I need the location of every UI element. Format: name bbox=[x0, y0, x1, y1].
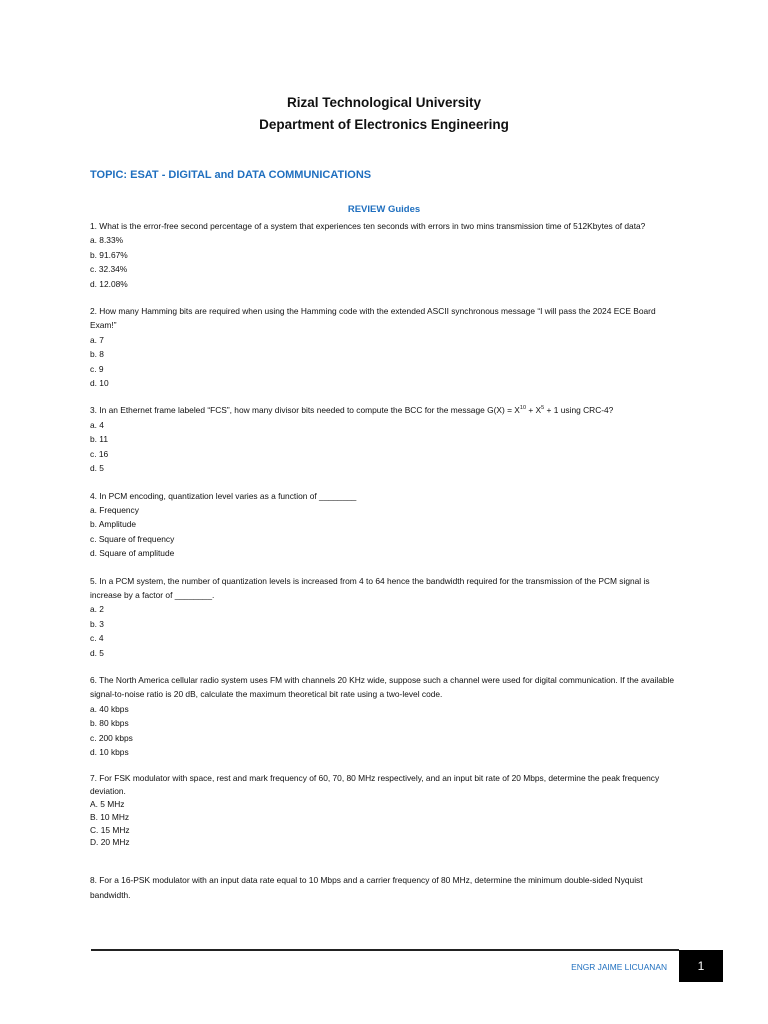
document-header bbox=[0, 92, 768, 136]
question-stem: 5. In a PCM system, the number of quantization levels is increased from 4 to 64 hence the bandwidth required for the transmission of the PCM signal is increase by a factor of ________. bbox=[90, 575, 650, 600]
review-guides-title: REVIEW Guides bbox=[347, 204, 421, 215]
question-7 bbox=[90, 772, 680, 849]
option-b: b. 3 bbox=[90, 618, 104, 629]
option-c: C. 15 MHz bbox=[90, 824, 130, 835]
question-1 bbox=[90, 219, 680, 291]
option-c: c. Square of frequency bbox=[90, 533, 175, 544]
question-stem bbox=[90, 403, 680, 417]
option-d: d. Square of amplitude bbox=[90, 548, 175, 559]
option-b: b. Amplitude bbox=[90, 519, 137, 530]
page-number: 1 bbox=[679, 950, 723, 982]
option-d: d. 10 bbox=[90, 378, 109, 389]
option-d: D. 20 MHz bbox=[90, 837, 130, 848]
stem-text-middle: + X bbox=[526, 405, 542, 416]
question-6 bbox=[90, 673, 680, 759]
option-c: c. 200 kbps bbox=[90, 732, 133, 743]
option-a: a. 8.33% bbox=[90, 235, 124, 246]
option-b: b. 80 kbps bbox=[90, 718, 129, 729]
footer-author: ENGR JAIME LICUANAN bbox=[571, 962, 667, 972]
department-name: Department of Electronics Engineering bbox=[259, 117, 509, 132]
option-b: b. 8 bbox=[90, 349, 104, 360]
option-a: a. Frequency bbox=[90, 504, 139, 515]
question-stem: 8. For a 16-PSK modulator with an input data rate equal to 10 Mbps and a carrier frequency of 80 MHz, determine the minimum double-sided Nyquist bandwidth. bbox=[90, 875, 643, 900]
option-c: c. 32.34% bbox=[90, 264, 128, 275]
option-c: c. 9 bbox=[90, 363, 104, 374]
option-a: A. 5 MHz bbox=[90, 799, 125, 809]
stem-text-after: + 1 using CRC-4? bbox=[544, 405, 614, 416]
option-b: b. 91.67% bbox=[90, 249, 128, 260]
option-d: d. 12.08% bbox=[90, 278, 128, 289]
question-4 bbox=[90, 489, 680, 561]
question-5 bbox=[90, 574, 680, 660]
option-a: a. 40 kbps bbox=[90, 703, 129, 714]
option-d: d. 5 bbox=[90, 463, 104, 474]
university-name: Rizal Technological University bbox=[286, 95, 482, 110]
option-a: a. 2 bbox=[90, 604, 104, 615]
option-a: a. 7 bbox=[90, 334, 104, 345]
option-d: d. 5 bbox=[90, 647, 104, 658]
question-stem: 6. The North America cellular radio system uses FM with channels 20 KHz wide, suppose such a channel were used for digital communication. If the available signal-to-noise ratio is 20 dB, calculate the maximum theoretical bit rate using a two-level code. bbox=[90, 674, 675, 700]
option-d: d. 10 kbps bbox=[90, 747, 129, 757]
exponent-1: 10 bbox=[519, 405, 527, 412]
question-2 bbox=[90, 304, 680, 390]
question-stem: 4. In PCM encoding, quantization level varies as a function of ________ bbox=[90, 490, 357, 501]
question-stem: 7. For FSK modulator with space, rest and mark frequency of 60, 70, 80 MHz respectively, and an input bit rate of 20 Mbps, determine the peak frequency deviation. bbox=[90, 773, 660, 797]
option-c: c. 4 bbox=[90, 633, 104, 644]
topic-heading: TOPIC: ESAT - DIGITAL and DATA COMMUNICATIONS bbox=[90, 169, 372, 181]
exponent-2: 5 bbox=[541, 405, 545, 412]
footer-divider bbox=[91, 949, 679, 951]
question-8 bbox=[90, 873, 680, 902]
option-c: c. 16 bbox=[90, 448, 109, 459]
stem-text-before: 3. In an Ethernet frame labeled “FCS”, how many divisor bits needed to compute the BCC for the message G(X) = X bbox=[90, 405, 520, 416]
option-b: b. 11 bbox=[90, 434, 109, 445]
option-a: a. 4 bbox=[90, 419, 104, 430]
question-stem: 1. What is the error-free second percentage of a system that experiences ten seconds with errors in two mins transmission time of 512Kbytes of data? bbox=[90, 221, 646, 231]
question-3 bbox=[90, 403, 680, 475]
question-list bbox=[90, 219, 680, 915]
question-stem: 2. How many Hamming bits are required when using the Hamming code with the extended ASCII synchronous message “I will pass the 2024 ECE Board Exam!” bbox=[90, 306, 656, 331]
option-b: B. 10 MHz bbox=[90, 811, 130, 822]
